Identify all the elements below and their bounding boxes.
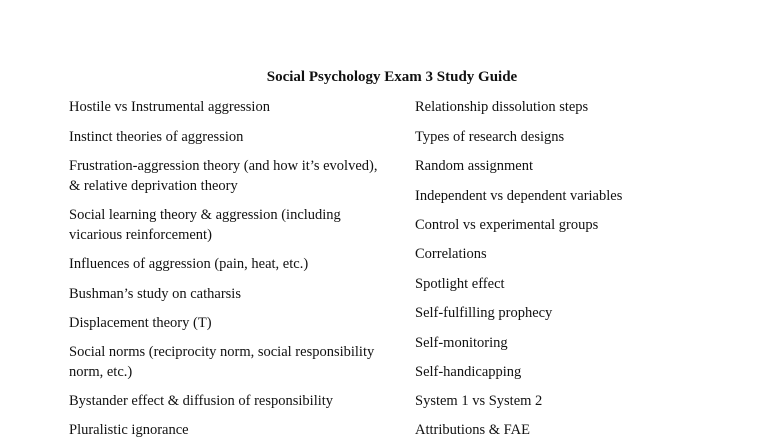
list-item: Correlations bbox=[415, 246, 487, 262]
list-item: Relationship dissolution steps bbox=[415, 99, 589, 115]
list-item: Random assignment bbox=[415, 158, 534, 174]
list-item: Bushman’s study on catharsis bbox=[69, 286, 241, 302]
list-item: Control vs experimental groups bbox=[415, 217, 599, 233]
list-item: Attributions & FAE bbox=[415, 422, 530, 438]
list-item: System 1 vs System 2 bbox=[415, 393, 543, 409]
list-item: Displacement theory (T) bbox=[69, 315, 212, 331]
list-item: Pluralistic ignorance bbox=[69, 422, 189, 438]
list-item: Social learning theory & aggression (including vicarious reinforcement) bbox=[69, 207, 341, 243]
list-item: Spotlight effect bbox=[415, 276, 505, 292]
list-item: Hostile vs Instrumental aggression bbox=[69, 99, 270, 115]
list-item: Instinct theories of aggression bbox=[69, 129, 244, 145]
list-item: Independent vs dependent variables bbox=[415, 188, 623, 204]
list-item: Types of research designs bbox=[415, 129, 565, 145]
list-item: Frustration-aggression theory (and how it’s evolved), & relative deprivation theory bbox=[69, 158, 378, 194]
page-title: Social Psychology Exam 3 Study Guide bbox=[266, 69, 518, 85]
list-item: Self-monitoring bbox=[415, 335, 508, 351]
list-item: Social norms (reciprocity norm, social responsibility norm, etc.) bbox=[69, 344, 375, 380]
list-item: Bystander effect & diffusion of responsibility bbox=[69, 393, 334, 409]
list-item: Self-handicapping bbox=[415, 364, 522, 380]
list-item: Influences of aggression (pain, heat, etc.) bbox=[69, 256, 309, 272]
list-item: Self-fulfilling prophecy bbox=[415, 305, 553, 321]
